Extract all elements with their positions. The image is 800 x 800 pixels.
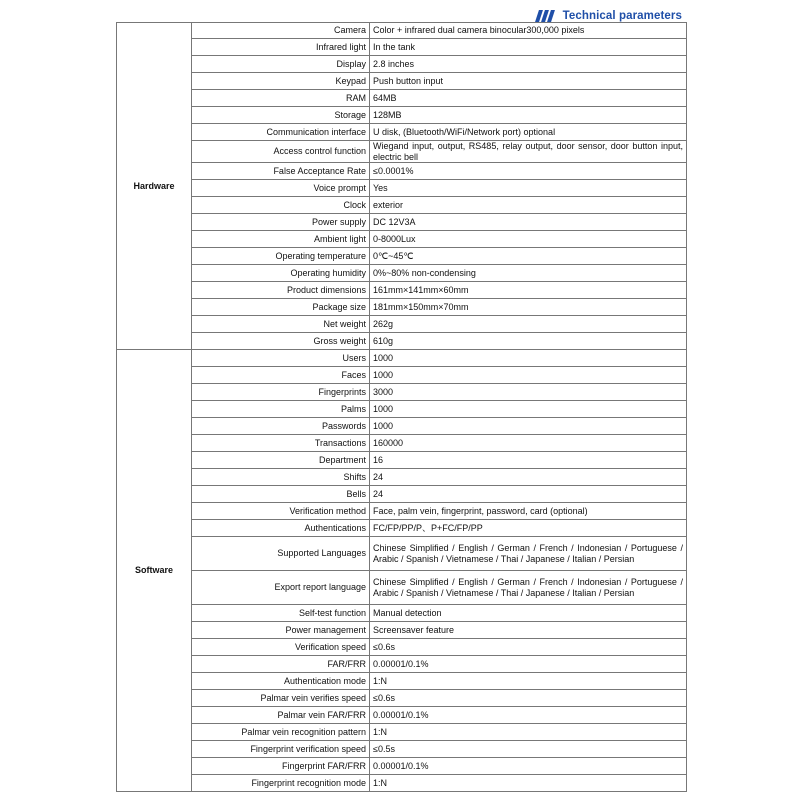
spec-row [117, 73, 687, 90]
spec-value: Chinese Simplified / English / German / French / Indonesian / Portuguese / Arabic / Spanish / Vietnamese / Thai / Japanese / Italian / Persian [370, 571, 687, 605]
spec-row [117, 537, 687, 571]
spec-label: Storage [192, 107, 370, 124]
spec-row [117, 90, 687, 107]
spec-row [117, 197, 687, 214]
spec-label: Authentications [192, 520, 370, 537]
spec-label: Palmar vein recognition pattern [192, 724, 370, 741]
spec-value: ≤0.0001% [370, 163, 687, 180]
spec-label: False Acceptance Rate [192, 163, 370, 180]
spec-value: Wiegand input, output, RS485, relay output, door sensor, door button input, electric bell [370, 141, 687, 163]
spec-row [117, 622, 687, 639]
spec-value: 3000 [370, 384, 687, 401]
spec-value: ≤0.6s [370, 639, 687, 656]
spec-label: Authentication mode [192, 673, 370, 690]
spec-value: 0℃~45℃ [370, 248, 687, 265]
spec-row [117, 673, 687, 690]
spec-label: Fingerprint FAR/FRR [192, 758, 370, 775]
spec-label: Palms [192, 401, 370, 418]
spec-row [117, 775, 687, 792]
spec-label: Power supply [192, 214, 370, 231]
spec-row [117, 124, 687, 141]
spec-row [117, 333, 687, 350]
spec-label: Verification speed [192, 639, 370, 656]
spec-value: U disk, (Bluetooth/WiFi/Network port) optional [370, 124, 687, 141]
spec-value: Face, palm vein, fingerprint, password, card (optional) [370, 503, 687, 520]
spec-label: Gross weight [192, 333, 370, 350]
spec-value: 160000 [370, 435, 687, 452]
spec-value: 0.00001/0.1% [370, 758, 687, 775]
spec-label: Product dimensions [192, 282, 370, 299]
spec-value: 1:N [370, 775, 687, 792]
spec-label: Faces [192, 367, 370, 384]
spec-label: Access control function [192, 141, 370, 163]
spec-label: Fingerprint verification speed [192, 741, 370, 758]
spec-row [117, 367, 687, 384]
spec-label: Passwords [192, 418, 370, 435]
spec-row [117, 282, 687, 299]
spec-row [117, 758, 687, 775]
spec-label: Camera [192, 23, 370, 39]
header-bars-icon [535, 10, 555, 22]
spec-row [117, 435, 687, 452]
spec-value: FC/FP/PP/P、P+FC/FP/PP [370, 520, 687, 537]
spec-value: 16 [370, 452, 687, 469]
spec-value: exterior [370, 197, 687, 214]
spec-value: 0.00001/0.1% [370, 707, 687, 724]
spec-label: Supported Languages [192, 537, 370, 571]
spec-value: 2.8 inches [370, 56, 687, 73]
spec-row [117, 520, 687, 537]
spec-table [116, 22, 687, 792]
spec-label: Users [192, 350, 370, 367]
spec-table-body [117, 23, 687, 792]
header-title: Technical parameters [562, 10, 682, 22]
spec-label: Display [192, 56, 370, 73]
spec-value: 1:N [370, 673, 687, 690]
spec-row [117, 656, 687, 673]
spec-row [117, 503, 687, 520]
spec-value: 24 [370, 486, 687, 503]
spec-label: Infrared light [192, 39, 370, 56]
spec-row [117, 23, 687, 39]
spec-value: 161mm×141mm×60mm [370, 282, 687, 299]
spec-row [117, 350, 687, 367]
spec-label: Package size [192, 299, 370, 316]
spec-row [117, 265, 687, 282]
spec-label: Shifts [192, 469, 370, 486]
spec-row [117, 639, 687, 656]
spec-row [117, 214, 687, 231]
spec-row [117, 39, 687, 56]
spec-label: Department [192, 452, 370, 469]
spec-value: Manual detection [370, 605, 687, 622]
spec-label: Transactions [192, 435, 370, 452]
spec-label: Keypad [192, 73, 370, 90]
spec-row [117, 180, 687, 197]
spec-label: FAR/FRR [192, 656, 370, 673]
spec-label: Palmar vein FAR/FRR [192, 707, 370, 724]
spec-label: Operating temperature [192, 248, 370, 265]
spec-value: Chinese Simplified / English / German / French / Indonesian / Portuguese / Arabic / Spanish / Vietnamese / Thai / Japanese / Italian / Persian [370, 537, 687, 571]
spec-value: 610g [370, 333, 687, 350]
spec-value: 128MB [370, 107, 687, 124]
spec-row [117, 690, 687, 707]
spec-row [117, 401, 687, 418]
spec-row [117, 418, 687, 435]
spec-value: Screensaver feature [370, 622, 687, 639]
spec-label: Self-test function [192, 605, 370, 622]
spec-value: ≤0.6s [370, 690, 687, 707]
spec-label: RAM [192, 90, 370, 107]
spec-row [117, 724, 687, 741]
spec-label: Fingerprints [192, 384, 370, 401]
spec-row [117, 163, 687, 180]
spec-row [117, 707, 687, 724]
spec-label: Communication interface [192, 124, 370, 141]
spec-row [117, 141, 687, 163]
spec-label: Ambient light [192, 231, 370, 248]
spec-value: Yes [370, 180, 687, 197]
spec-value: 64MB [370, 90, 687, 107]
spec-value: 0.00001/0.1% [370, 656, 687, 673]
spec-value: 181mm×150mm×70mm [370, 299, 687, 316]
spec-label: Export report language [192, 571, 370, 605]
spec-value: DC 12V3A [370, 214, 687, 231]
spec-label: Clock [192, 197, 370, 214]
spec-row [117, 452, 687, 469]
spec-label: Verification method [192, 503, 370, 520]
spec-value: 262g [370, 316, 687, 333]
spec-row [117, 605, 687, 622]
spec-value: 1:N [370, 724, 687, 741]
spec-value: 1000 [370, 401, 687, 418]
spec-value: 1000 [370, 350, 687, 367]
spec-value: Push button input [370, 73, 687, 90]
spec-row [117, 56, 687, 73]
spec-value: 1000 [370, 418, 687, 435]
spec-row [117, 486, 687, 503]
spec-row [117, 571, 687, 605]
spec-value: Color + infrared dual camera binocular300,000 pixels [370, 23, 687, 39]
spec-row [117, 384, 687, 401]
spec-value: In the tank [370, 39, 687, 56]
spec-row [117, 299, 687, 316]
spec-row [117, 316, 687, 333]
spec-label: Operating humidity [192, 265, 370, 282]
spec-row [117, 248, 687, 265]
section-label: Hardware [117, 23, 192, 350]
spec-value: 0-8000Lux [370, 231, 687, 248]
spec-row [117, 741, 687, 758]
spec-row [117, 469, 687, 486]
spec-value: 0%~80% non-condensing [370, 265, 687, 282]
spec-label: Voice prompt [192, 180, 370, 197]
spec-value: ≤0.5s [370, 741, 687, 758]
spec-label: Net weight [192, 316, 370, 333]
spec-label: Bells [192, 486, 370, 503]
spec-value: 24 [370, 469, 687, 486]
spec-value: 1000 [370, 367, 687, 384]
section-label: Software [117, 350, 192, 792]
spec-label: Fingerprint recognition mode [192, 775, 370, 792]
spec-row [117, 107, 687, 124]
spec-row [117, 231, 687, 248]
spec-label: Palmar vein verifies speed [192, 690, 370, 707]
spec-label: Power management [192, 622, 370, 639]
